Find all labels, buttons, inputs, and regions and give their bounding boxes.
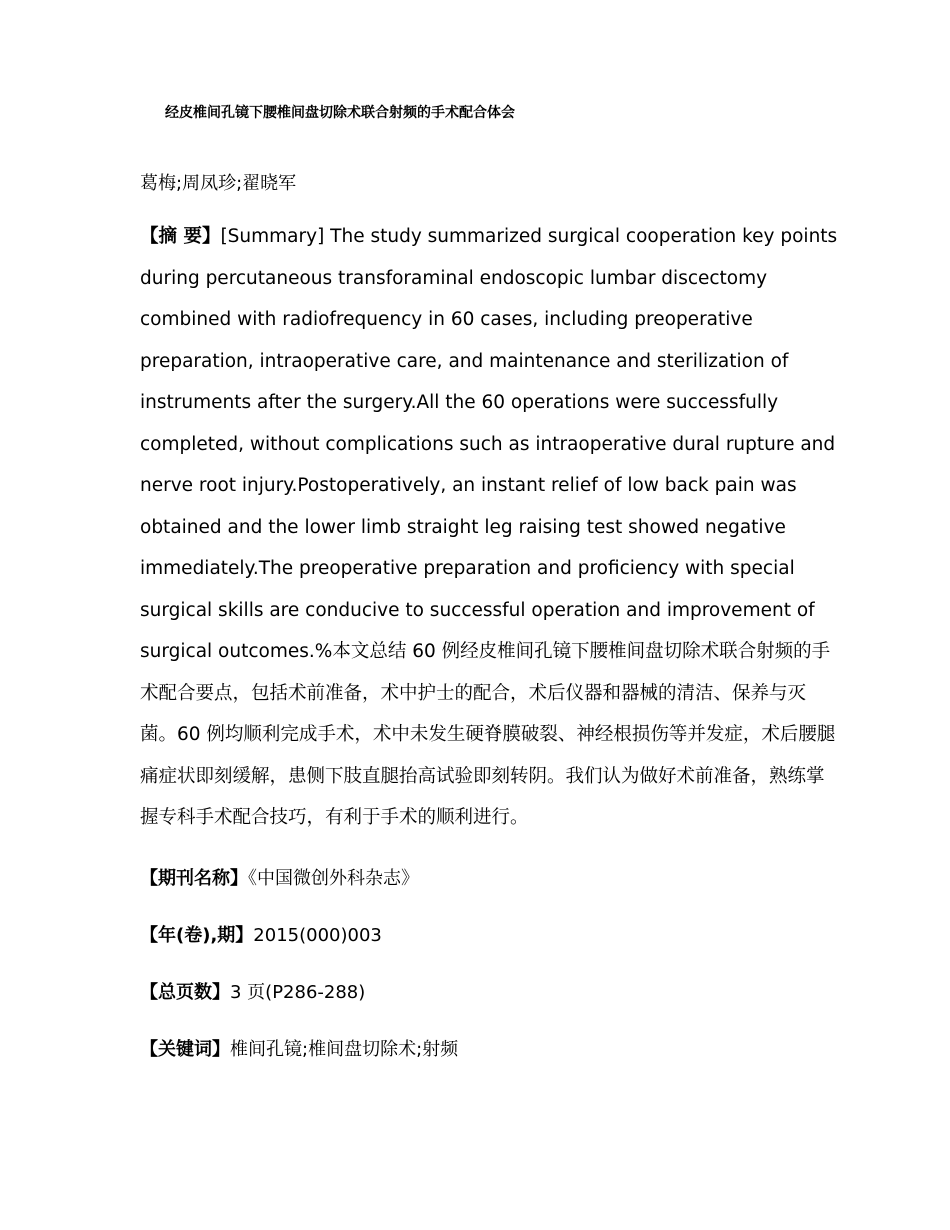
year-volume-issue-field xyxy=(140,921,382,947)
paper-title: 经皮椎间孔镜下腰椎间盘切除术联合射频的手术配合体会 xyxy=(165,105,515,121)
authors: 葛梅;周凤珍;翟晓军 xyxy=(140,173,297,194)
total-pages-value: 3 页(P286-288) xyxy=(230,982,366,1003)
year-volume-issue-value: 2015(000)003 xyxy=(253,925,382,946)
journal-label: 【期刊名称】 xyxy=(140,868,248,889)
keywords-value: 椎间孔镜;椎间盘切除术;射频 xyxy=(230,1039,459,1060)
abstract-label: 【摘 要】 xyxy=(140,226,221,247)
journal-field xyxy=(140,864,419,890)
abstract xyxy=(140,216,840,839)
abstract-text: [Summary] The study summarized surgical cooperation key points during percutaneous transforaminal endoscopic lumbar discectomy combined with radiofrequency in 60 cases, including preoperative preparation, intraoperative care, and maintenance and sterilization of instruments after the surgery.All the 60 operations were successfully completed, without complications such as intraoperative dural rupture and nerve root injury.Postoperatively, an instant relief of low back pain was obtained and the lower limb straight leg raising test showed negative immediately.The preoperative preparation and proficiency with special surgical skills are conducive to successful operation and improvement of surgical outcomes.%本文总结 60 例经皮椎间孔镜下腰椎间盘切除术联合射频的手术配合要点，包括术前准备，术中护士的配合，术后仪器和器械的清洁、保养与灭菌。60 例均顺利完成手术，术中未发生硬脊膜破裂、神经根损伤等并发症，术后腰腿痛症状即刻缓解，患侧下肢直腿抬高试验即刻转阴。我们认为做好术前准备，熟练掌握专科手术配合技巧，有利于手术的顺利进行。 xyxy=(140,226,838,828)
total-pages-label: 【总页数】 xyxy=(140,982,230,1003)
total-pages-field xyxy=(140,978,365,1004)
keywords-field xyxy=(140,1035,458,1061)
journal-value: 《中国微创外科杂志》 xyxy=(248,868,419,889)
year-volume-issue-label: 【年(卷),期】 xyxy=(140,925,254,946)
keywords-label: 【关键词】 xyxy=(140,1039,230,1060)
